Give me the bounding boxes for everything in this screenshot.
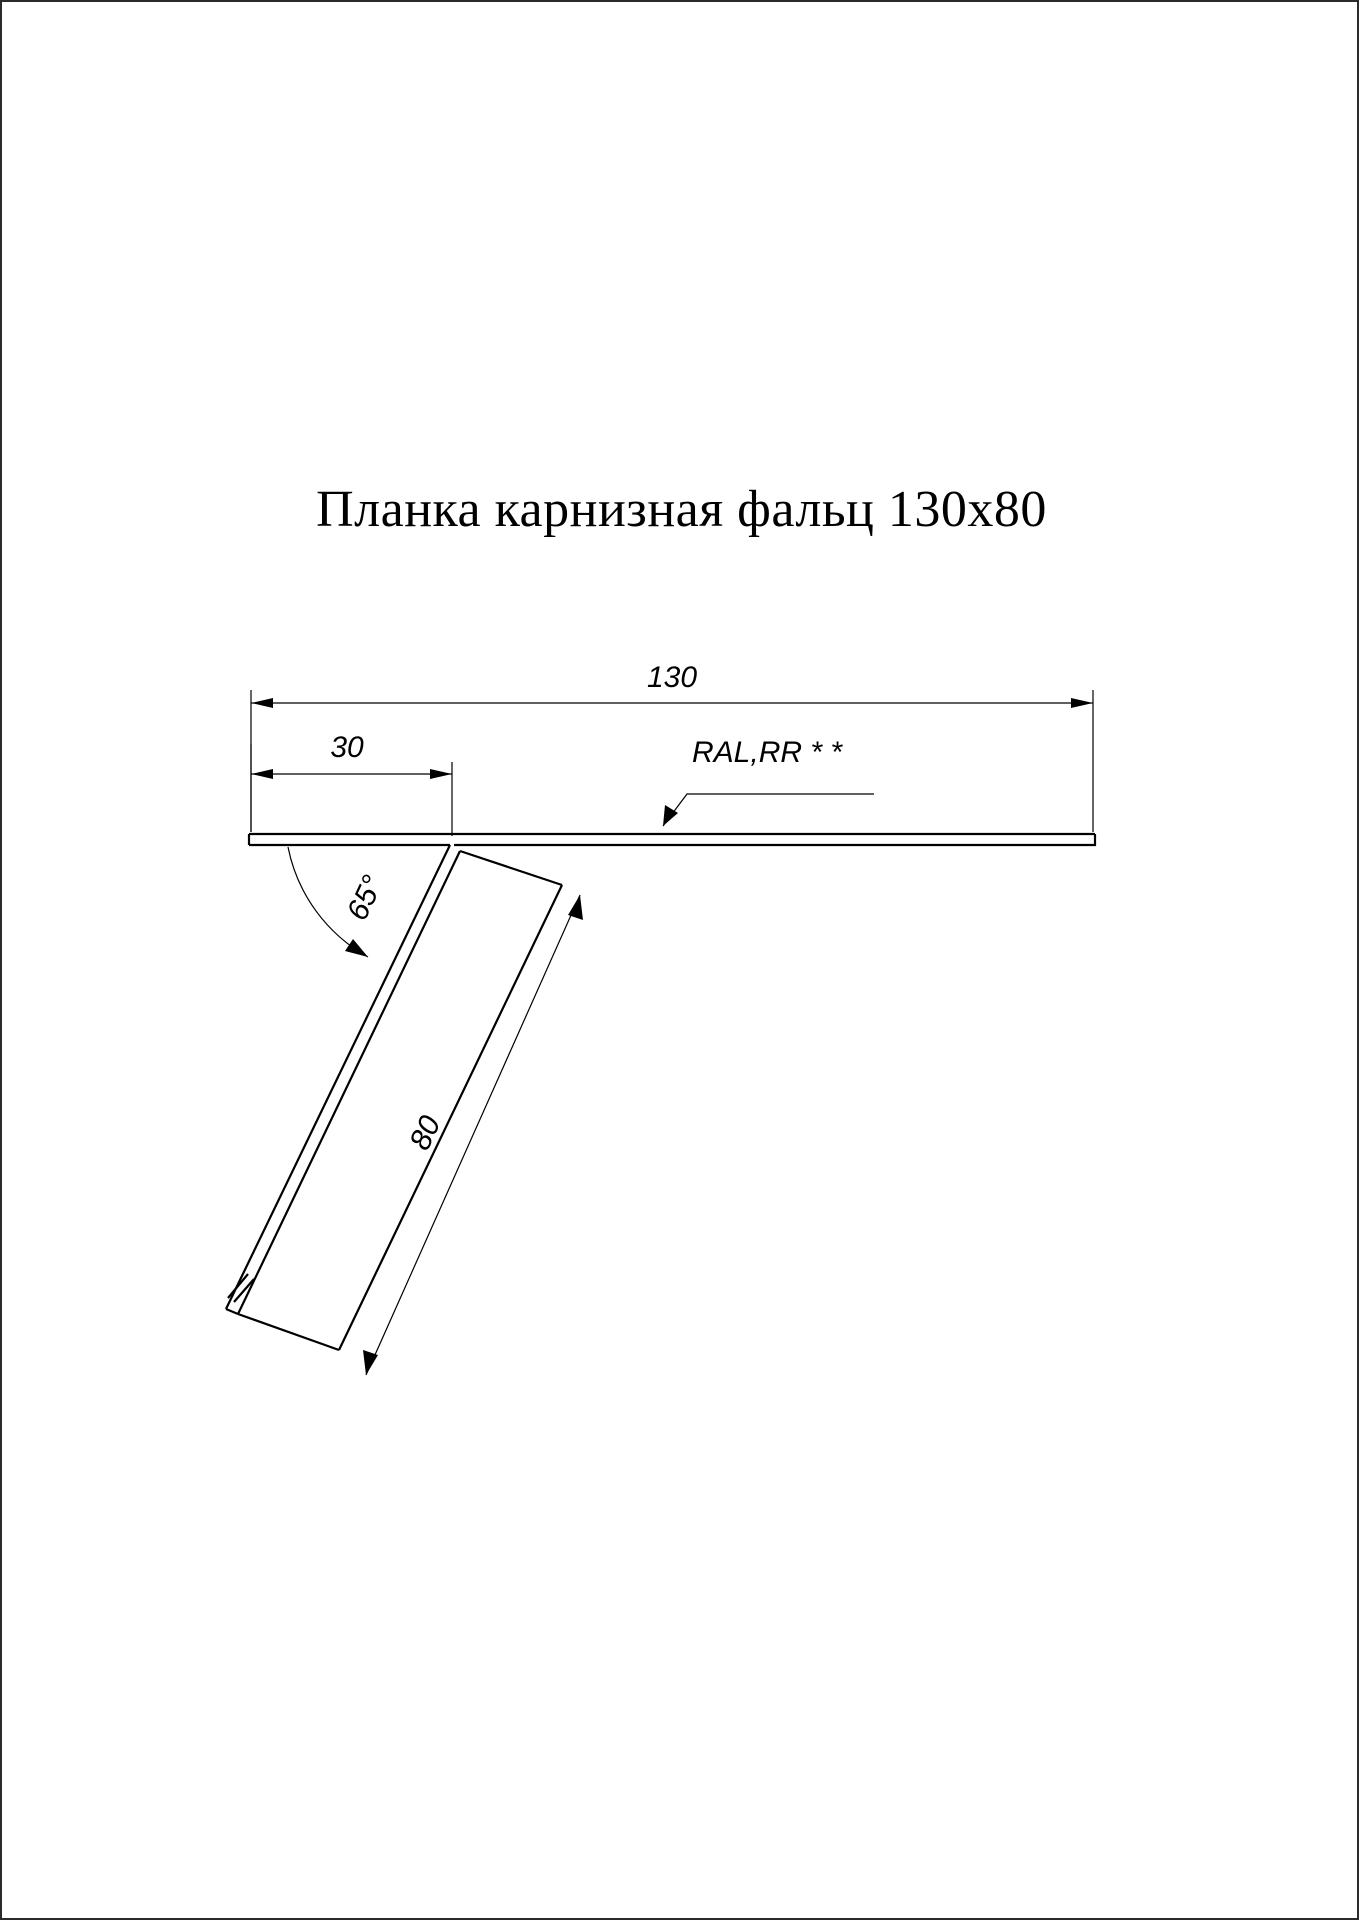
page-title: Планка карнизная фальц 130x80 (316, 481, 1047, 538)
dimension-30 (251, 731, 452, 836)
coating-note-leader (663, 736, 874, 826)
dimension-angle (288, 847, 390, 957)
technical-drawing (2, 2, 1359, 1922)
coating-note-label: RAL,RR * * (692, 736, 843, 769)
dimension-30-label: 30 (330, 731, 364, 764)
dimension-130 (251, 661, 1093, 832)
dimension-80 (363, 895, 583, 1375)
dimension-angle-label: 65° (340, 870, 390, 926)
dimension-80-label: 80 (403, 1110, 448, 1156)
dimension-130-label: 130 (646, 661, 698, 694)
